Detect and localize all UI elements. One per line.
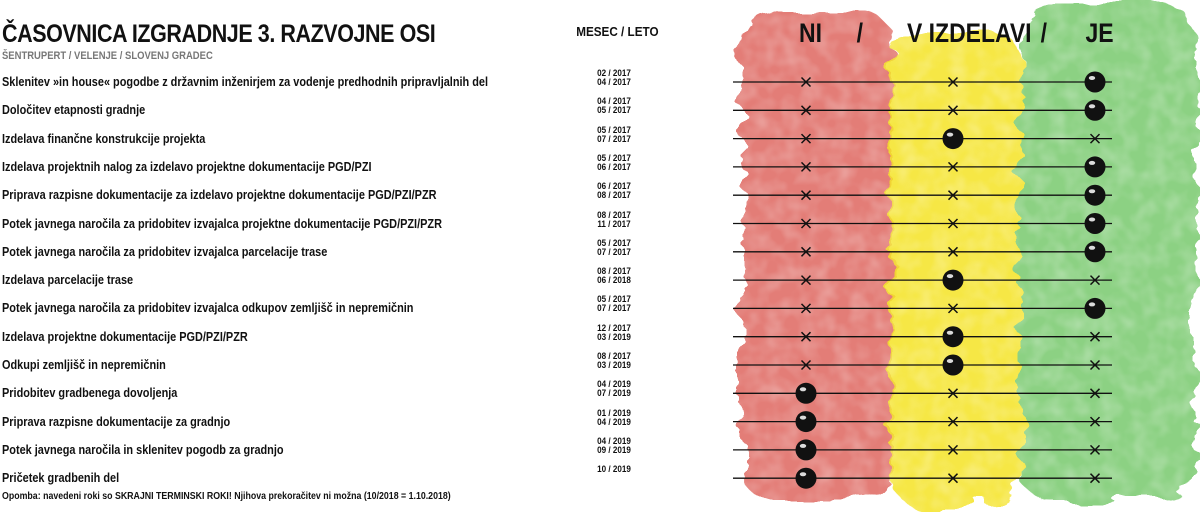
- task-dates: [587, 97, 641, 115]
- start-date: 08 / 2017: [597, 266, 631, 277]
- task-dates: [587, 239, 641, 257]
- task-dates: [587, 211, 641, 229]
- start-date: 08 / 2017: [597, 209, 631, 220]
- status-header-ni: NI: [799, 18, 822, 48]
- date-column-header: MESEC / LETO: [576, 24, 659, 39]
- end-date: 11 / 2017: [597, 218, 631, 229]
- status-header-separator: /: [856, 18, 863, 48]
- end-date: 06 / 2018: [597, 275, 631, 286]
- task-dates: [587, 409, 641, 427]
- task-dates: [587, 182, 641, 200]
- task-dates: [587, 126, 641, 144]
- status-dot: [796, 468, 817, 489]
- status-dot: [1085, 72, 1106, 93]
- status-dot: [943, 326, 964, 347]
- task-dates: [587, 465, 641, 474]
- start-date: 04 / 2017: [597, 96, 631, 107]
- task-dates: [587, 295, 641, 313]
- start-date: 04 / 2019: [597, 435, 631, 446]
- task-label: Izdelava parcelacije trase: [2, 272, 134, 288]
- task-dates: [587, 380, 641, 398]
- status-dot: [1085, 100, 1106, 121]
- end-date: 07 / 2017: [597, 246, 631, 257]
- task-dates: [587, 352, 641, 370]
- start-date: 12 / 2017: [597, 322, 631, 333]
- task-dates: [587, 324, 641, 342]
- task-label: Pridobitev gradbenega dovoljenja: [2, 385, 178, 401]
- page-title: ČASOVNICA IZGRADNJE 3. RAZVOJNE OSI: [2, 20, 436, 48]
- end-date: 04 / 2017: [597, 77, 631, 87]
- task-label: Odkupi zemljišč in nepremičnin: [2, 357, 166, 372]
- start-date: 05 / 2017: [597, 152, 631, 163]
- status-dot: [1085, 185, 1106, 206]
- status-dot: [796, 383, 817, 404]
- task-dates: [587, 437, 641, 455]
- task-label: Priprava razpisne dokumentacije za gradnjo: [2, 413, 231, 429]
- start-date: 05 / 2017: [597, 294, 631, 305]
- task-label: Pričetek gradbenih del: [2, 470, 120, 486]
- end-date: 08 / 2017: [597, 190, 631, 201]
- task-label: Izdelava projektnih nalog za izdelavo projektne dokumentacije PGD/PZI: [2, 158, 372, 174]
- status-dot: [943, 355, 964, 376]
- page-subtitle: ŠENTRUPERT / VELENJE / SLOVENJ GRADEC: [2, 50, 213, 62]
- status-dot: [943, 128, 964, 149]
- status-dot: [1085, 156, 1106, 177]
- start-date: 05 / 2017: [597, 124, 631, 135]
- footnote: Opomba: navedeni roki so SKRAJNI TERMINSKI ROKI! Njihova prekoračitev ni možna (10/2018 = 1.10.2018): [2, 491, 451, 502]
- start-date: 01 / 2019: [597, 407, 631, 418]
- end-date: 03 / 2019: [597, 360, 631, 370]
- end-date: 05 / 2017: [597, 105, 631, 116]
- end-date: 04 / 2019: [597, 416, 631, 427]
- end-date: 07 / 2017: [597, 303, 631, 314]
- task-label: Izdelava projektne dokumentacije PGD/PZI/PZR: [2, 328, 248, 344]
- start-date: 05 / 2017: [597, 237, 631, 248]
- start-date: 10 / 2019: [597, 464, 631, 475]
- start-date: 04 / 2019: [597, 379, 631, 390]
- status-header-v-izdelavi: V IZDELAVI: [906, 18, 1032, 48]
- status-header-je: JE: [1085, 18, 1114, 48]
- status-dot: [796, 411, 817, 432]
- task-label: Potek javnega naročila za pridobitev izvajalca projektne dokumentacije PGD/PZI/PZR: [2, 215, 442, 231]
- end-date: 07 / 2019: [597, 388, 631, 399]
- task-label: Določitev etapnosti gradnje: [2, 102, 146, 118]
- task-label: Potek javnega naročila in sklenitev pogodb za gradnjo: [2, 441, 284, 457]
- end-date: 07 / 2017: [597, 133, 631, 144]
- end-date: 03 / 2019: [597, 331, 631, 342]
- status-dot: [1085, 298, 1106, 319]
- task-label: Priprava razpisne dokumentacije za izdelavo projektne dokumentacije PGD/PZI/PZR: [2, 187, 437, 203]
- start-date: 08 / 2017: [597, 351, 631, 361]
- task-label: Sklenitev »in house« pogodbe z državnim inženirjem za vodenje predhodnih pripravljalnih del: [2, 74, 489, 89]
- status-dot: [943, 270, 964, 291]
- task-label: Potek javnega naročila za pridobitev izvajalca parcelacije trase: [2, 243, 328, 259]
- task-dates: [587, 69, 641, 87]
- end-date: 06 / 2017: [597, 161, 631, 172]
- status-dot: [1085, 213, 1106, 234]
- task-label: Izdelava finančne konstrukcije projekta: [2, 130, 206, 146]
- start-date: 06 / 2017: [597, 181, 631, 192]
- status-header-separator: /: [1040, 18, 1047, 48]
- task-label: Potek javnega naročila za pridobitev izvajalca odkupov zemljišč in nepremičnin: [2, 300, 414, 316]
- task-dates: [587, 267, 641, 285]
- start-date: 02 / 2017: [597, 68, 631, 78]
- paint-texture: [720, 0, 1200, 512]
- task-dates: [587, 154, 641, 172]
- end-date: 09 / 2019: [597, 444, 631, 455]
- status-dot: [796, 439, 817, 460]
- status-dot: [1085, 241, 1106, 262]
